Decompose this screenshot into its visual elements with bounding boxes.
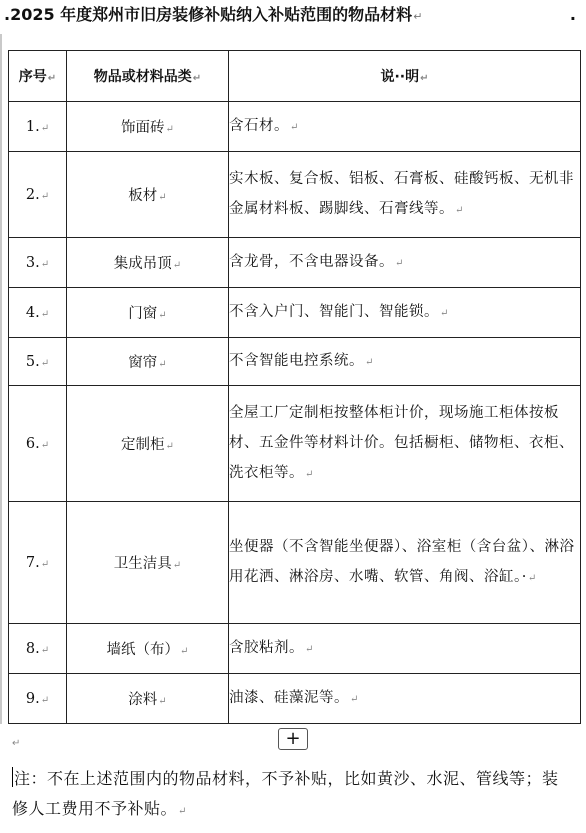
row-category: 窗帘↵	[67, 338, 229, 386]
row-description: 全屋工厂定制柜按整体柜计价，现场施工柜体按板材、五金件等材料计价。包括橱柜、储物柜、衣柜、洗衣柜等。↵	[229, 386, 581, 502]
document-title: 2025 年度郑州市旧房装修补贴纳入补贴范围的物品材料	[10, 5, 413, 24]
row-category: 墙纸（布）↵	[67, 624, 229, 674]
row-number: 2.↵	[9, 152, 67, 238]
footnote-text: 注：不在上述范围内的物品材料，不予补贴，比如黄沙、水泥、管线等；装修人工费用不予补贴。	[12, 769, 559, 818]
footnote[interactable]	[12, 764, 568, 827]
row-category: 集成吊顶↵	[67, 238, 229, 288]
row-number: 9.↵	[9, 674, 67, 724]
table-header-row	[9, 51, 581, 102]
materials-table	[8, 50, 581, 724]
row-category: 涂料↵	[67, 674, 229, 724]
row-description: 含胶粘剂。↵	[229, 624, 581, 674]
document-title-line	[4, 2, 584, 28]
title-end-dot: .	[569, 5, 576, 24]
paragraph-mark: ↵	[178, 806, 187, 817]
row-number: 8.↵	[9, 624, 67, 674]
header-category: 物品或材料品类↵	[67, 51, 229, 102]
row-number: 1.↵	[9, 102, 67, 152]
title-lead-dot: .	[4, 5, 11, 24]
table-body	[9, 102, 581, 724]
row-category: 定制柜↵	[67, 386, 229, 502]
row-number: 3.↵	[9, 238, 67, 288]
paragraph-mark: ↵	[413, 10, 423, 23]
table-row	[9, 386, 581, 502]
table-row	[9, 338, 581, 386]
table-row	[9, 288, 581, 338]
row-number: 5.↵	[9, 338, 67, 386]
row-category: 板材↵	[67, 152, 229, 238]
table-row	[9, 502, 581, 624]
page-margin-line	[0, 34, 2, 724]
row-description: 含龙骨，不含电器设备。↵	[229, 238, 581, 288]
row-description: 油漆、硅藻泥等。↵	[229, 674, 581, 724]
header-description: 说··明↵	[229, 51, 581, 102]
table-row	[9, 624, 581, 674]
row-category: 饰面砖↵	[67, 102, 229, 152]
row-number: 4.↵	[9, 288, 67, 338]
table-row	[9, 152, 581, 238]
table-row	[9, 238, 581, 288]
row-category: 卫生洁具↵	[67, 502, 229, 624]
row-number: 6.↵	[9, 386, 67, 502]
row-description: 不含智能电控系统。↵	[229, 338, 581, 386]
paragraph-mark: ↵	[12, 738, 21, 749]
row-category: 门窗↵	[67, 288, 229, 338]
text-cursor	[12, 767, 13, 787]
row-description: 含石材。↵	[229, 102, 581, 152]
row-description: 坐便器（不含智能坐便器）、浴室柜（含台盆）、淋浴用花洒、淋浴房、水嘴、软管、角阀、浴缸。·↵	[229, 502, 581, 624]
row-description: 不含入户门、智能门、智能锁。↵	[229, 288, 581, 338]
row-description: 实木板、复合板、铝板、石膏板、硅酸钙板、无机非金属材料板、踢脚线、石膏线等。↵	[229, 152, 581, 238]
table-row	[9, 674, 581, 724]
header-number: 序号↵	[9, 51, 67, 102]
table-row	[9, 102, 581, 152]
add-row-button[interactable]: +	[278, 728, 308, 750]
row-number: 7.↵	[9, 502, 67, 624]
